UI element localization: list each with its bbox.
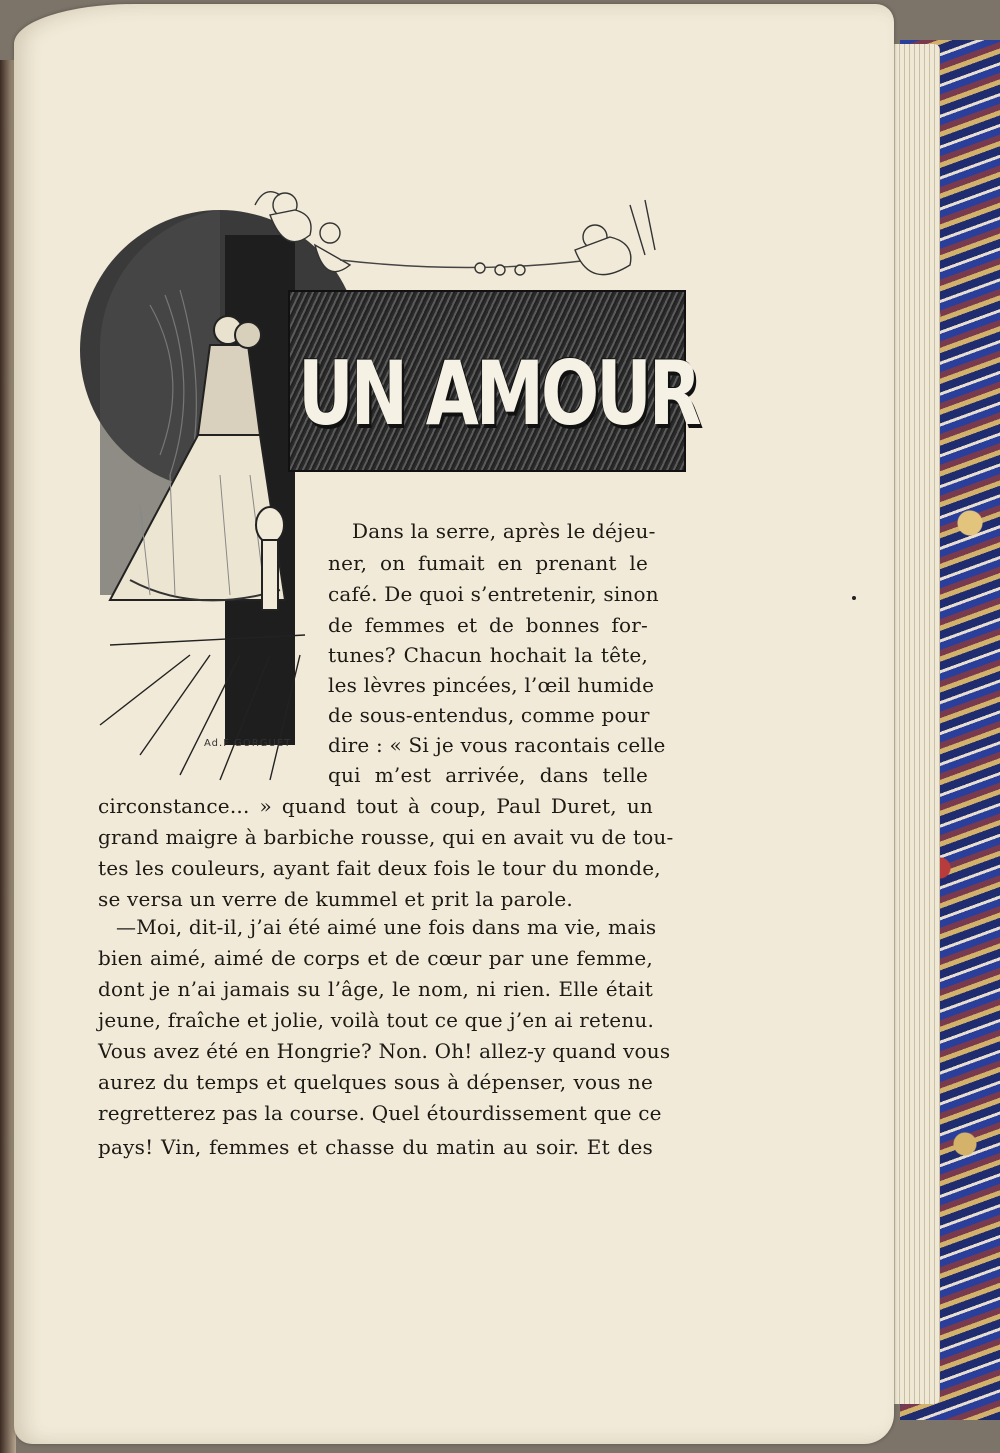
text-line: les lèvres pincées, l’œil humide: [328, 673, 655, 697]
text-line: Vous avez été en Hongrie? Non. Oh! allez-y quand vous: [98, 1039, 671, 1063]
text-line: —Moi, dit-il, j’ai été aimé une fois dans ma vie, mais: [116, 915, 657, 939]
text-line: pays! Vin, femmes et chasse du matin au soir. Et des: [98, 1135, 653, 1159]
text-line: dire : « Si je vous racontais celle: [328, 733, 666, 757]
text-line: ner, on fumait en prenant le: [328, 551, 648, 575]
text-line: café. De quoi s’entretenir, sinon: [328, 582, 659, 606]
text-line: de femmes et de bonnes for-: [328, 613, 648, 637]
artist-signature: Ad.F GORGUET: [204, 738, 292, 749]
text-line: bien aimé, aimé de corps et de cœur par une femme,: [98, 946, 653, 970]
text-line: dont je n’ai jamais su l’âge, le nom, ni rien. Elle était: [98, 977, 653, 1001]
text-line: de sous-entendus, comme pour: [328, 703, 650, 727]
text-line: tes les couleurs, ayant fait deux fois le tour du monde,: [98, 856, 661, 880]
text-line: circonstance... » quand tout à coup, Paul Duret, un: [98, 794, 653, 818]
chapter-title: UN AMOUR: [298, 342, 699, 445]
text-line: aurez du temps et quelques sous à dépenser, vous ne: [98, 1070, 653, 1094]
ink-dot: [852, 596, 856, 600]
text-line: qui m’est arrivée, dans telle: [328, 763, 648, 787]
text-line: regretterez pas la course. Quel étourdissement que ce: [98, 1101, 662, 1125]
text-line: tunes? Chacun hochait la tête,: [328, 643, 648, 667]
text-line: se versa un verre de kummel et prit la parole.: [98, 887, 573, 911]
text-line: Dans la serre, après le déjeu-: [352, 519, 656, 543]
text-line: grand maigre à barbiche rousse, qui en avait vu de tou-: [98, 825, 674, 849]
text-line: jeune, fraîche et jolie, voilà tout ce que j’en ai retenu.: [98, 1008, 655, 1032]
